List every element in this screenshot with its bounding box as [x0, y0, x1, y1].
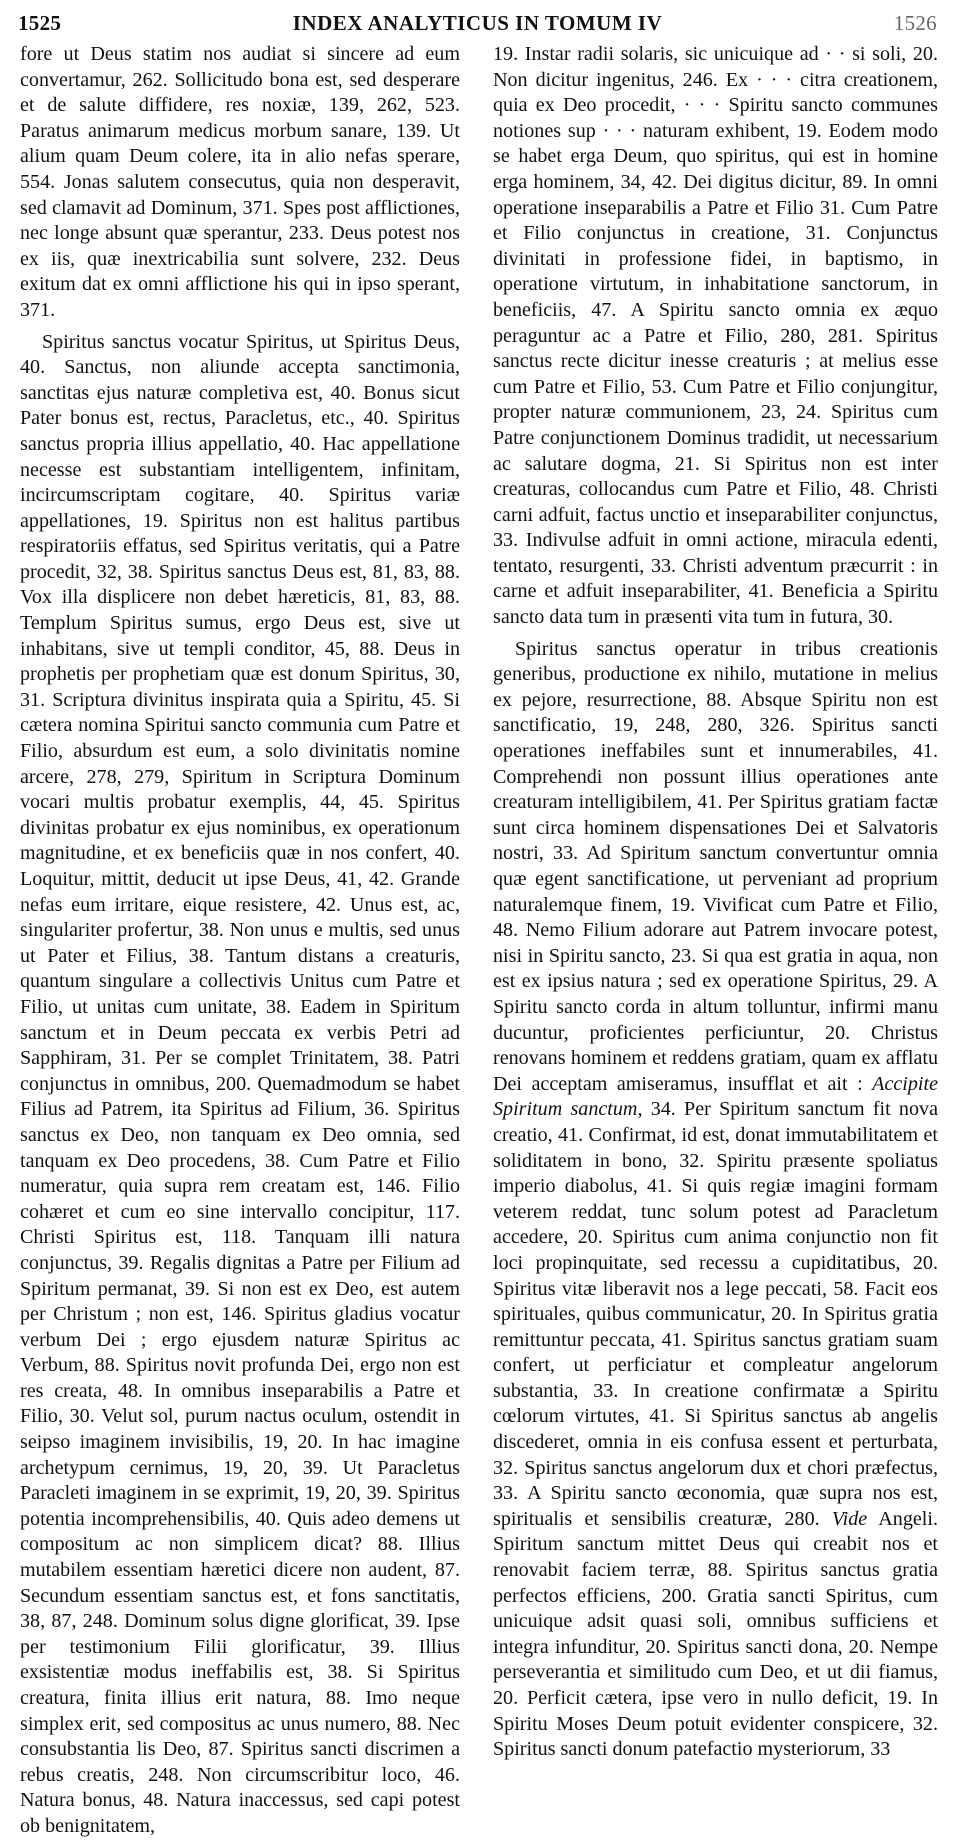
text-run: Angeli. Spiritum sanctum mittet Deus qui creabit nos et renovabit faciem terræ, 88. Spiritus sanctus gratia perfectos efficiens, 200. Gratia sancti Spiritus, cum unicuique adsit quasi soli, omnibus sufficiens et integra infunditur, 20. Spiritus sancti dona, 20. Nempe perseverantia et similitudo cum Deo, et ut dii fiamus, 20. Perficit cætera, ipse vero in nullo deficit, 19. In Spiritu Moses Deum potuit evidenter conspicere, 32. Spiritus sancti donum patefactio mysteriorum, 33: [493, 1507, 938, 1761]
page-number-left: 1525: [18, 10, 62, 35]
paragraph-spiritus-operatur: [493, 637, 938, 1763]
quotation-italic: Accipite Spiritum sanctum: [493, 1072, 938, 1121]
left-column: [20, 42, 460, 1840]
text-run: Spiritus sanctus operatur in tribus creationis generibus, productione ex nihilo, mutatione in melius ex pejore, resurrectione, 88. Absque Spiritu non est sanctificatio, 19, 248, 280, 326. Spiritus sancti operationes ineffabiles sunt et innumerabiles, 41. Comprehendi non possunt illius operationes ante creaturam intelligibilem, 41. Per Spiritus gratiam factæ sunt circa hominem dispensationes Dei et Salvatoris nostri, 33. Ad Spiritum sanctum convertuntur omnia quæ egent sanctificatione, ut perveniant ad proprium naturalemque finem, 19. Vivificat cum Patre et Filio, 48. Nemo Filium adorare aut Patrem invocare potest, nisi in Spiritu sancto, 23. Si qua est gratia in aqua, non est ex ipsius natura ; sed ex operatione Spiritus, 29. A Spiritu sancto corda in altum tolluntur, infirmi manu ducuntur, proficientes perficiuntur, 20. Christus renovans hominem et reddens gratiam, quam ex afflatu Dei acceptam amiseramus, insufflat et ait :: [493, 637, 938, 1095]
text-run: , 34. Per Spiritum sanctum fit nova creatio, 41. Confirmat, id est, donat immutabilitatem et soliditatem in bono, 32. Spiritu præsente spoliatus imperio diabolus, 41. Si quis regiæ imagini formam veterem reddat, tunc solum potest ad Paracletum accedere, 20. Spiritus cum anima conjunctio non fit loci propinquitate, sed recessu a cupiditatibus, 20. Spiritus vitæ liberavit nos a lege peccati, 58. Facit eos spirituales, quibus communicatur, 20. In Spiritus gratia remittuntur peccata, 41. Spiritus sanctus gratiam suam confert, ut perficiatur et compleatur angelorum substantia, 33. In creatione confirmatæ a Spiritu cœlorum virtutes, 41. Si Spiritus sanctus ab angelis discederet, omnia in eis confusa essent et perturbata, 32. Spiritus sanctus angelorum dux et chori præfectus, 33. A Spiritu sancto œconomia, quæ supra nos est, spiritualis et sensibilis creaturæ, 280.: [493, 1098, 938, 1530]
page-title: INDEX ANALYTICUS IN TOMUM IV: [292, 10, 663, 35]
page-number-right: 1526: [893, 10, 937, 35]
paragraph-spes-continued: fore ut Deus statim nos audiat si sincere ad eum convertamur, 262. Sollicitudo bona est, sed desperare et de salute diffidere, res noxiæ, 139, 262, 523. Paratus animarum medicus morbum sanare, 139. Ut alium quam Deum colere, ita in alio nefas sperare, 554. Jonas salutem consecutus, quia non desperavit, sed clamavit ad Dominum, 371. Spes post afflictiones, nec longe absunt quæ sperantur, 233. Deus potest nos ex iis, quæ inextricabilia sunt solvere, 232. Deus exitum dat ex omni afflictione his qui in ipso sperant, 371.: [20, 43, 460, 321]
right-column: [493, 42, 938, 1763]
paragraph-spiritus-sanctus: Spiritus sanctus vocatur Spiritus, ut Spiritus Deus, 40. Sanctus, non aliunde accepta sanctimonia, sanctitas ejus naturæ completiva est, 40. Bonus sicut Pater bonus est, rectus, Paracletus, etc., 40. Spiritus sanctus propria illius appellatio, 40. Hac appellatione necesse est substantiam intelligentem, infinitam, incircumscriptam cogitare, 40. Spiritus variæ appellationes, 19. Spiritus non est halitus partibus respiratoriis effatus, sed Spiritus veritatis, qui a Patre procedit, 32, 38. Spiritus sanctus Deus est, 81, 83, 88. Vox illa displicere non debet hæreticis, 81, 83, 88. Templum Spiritus sumus, ergo Deus est, sive ut inhabitans, sive ut templi conditor, 45, 88. Deus in prophetis per prophetiam quæ est donum Spiritus, 30, 31. Scriptura divinitus inspirata quia a Spiritu, 45. Si cætera nomina Spiritui sancto communia cum Patre et Filio, absurdum est eum, a solo divinitatis nomine arcere, 278, 279, Spiritum in Scriptura Dominum vocari multis probatur exemplis, 44, 45. Spiritus divinitas probatur ex ejus nominibus, ex operationum magnitudine, et ex beneficiis quæ in nos confert, 40. Loquitur, mittit, deducit ut ipse Deus, 41, 42. Grande nefas eum irritare, eique resistere, 42. Unus est, ac, singulariter profertur, 38. Non unus e multis, sed unus ut Pater et Filius, 38. Tantum distans a creaturis, quantum singulare a collectivis Unitus cum Patre et Filio, ut unitas cum unitate, 38. Eadem in Spiritum sanctum et in Deum peccata ex verbis Petri ad Sapphiram, 31. Per se complet Trinitatem, 38. Patri conjunctus in omnibus, 200. Quemadmodum se habet Filius ad Patrem, ita Spiritus ad Filium, 36. Spiritus sanctus ex Deo, non tanquam ex Deo omnia, sed tanquam ex Deo procedens, 38. Cum Patre et Filio numeratur, quia supra rem creatam est, 146. Filio cohæret et cum eo sine intervallo concipitur, 117. Christi Spiritus est, 118. Tanquam illi natura conjunctus, 39. Regalis dignitas a Patre per Filium ad Spiritum permanat, 39. Si non est ex Deo, est autem per Christum ; non est, 146. Spiritus gladius vocatur verbum Dei ; ergo ejusdem naturæ Spiritus ac Verbum, 88. Spiritus novit profunda Dei, ergo non est res creata, 48. In omnibus inseparabilis a Patre et Filio, 30. Velut sol, purum nactus oculum, ostendit in seipso imaginem invisibilis, 19, 20. In hac imagine archetypum cernimus, 19, 20, 39. Ut Paracletus Paracleti imaginem in se exprimit, 19, 20, 39. Spiritus potentia incomprehensibilis, 40. Quis adeo demens ut compositum ac non simplicem dicat? 88. Illius mutabilem essentiam hæretici dicere non audent, 87. Secundum essentiam sanctus est, et fons sanctitatis, 38, 87, 248. Dominum solus digne glorificat, 39. Ipse per testimonium Filii glorificatur, 39. Illius exsistentiæ modus ineffabilis est, 38. Si Spiritus creatura, finita illius erit natura, 88. Imo neque simplex erit, sed compositus ac unus numero, 88. Nec consubstantia lis Deo, 87. Spiritus sancti discrimen a rebus creatis, 248. Non circumscribitur loco, 46. Natura bonus, 48. Natura inaccessus, sed capi potest ob benignitatem,: [20, 330, 460, 1837]
cross-reference-vide: Vide: [831, 1507, 868, 1530]
paragraph-spiritus-continued: 19. Instar radii solaris, sic unicuique ad · · si soli, 20. Non dicitur ingenitus, 246. Ex · · · citra creationem, quia ex Deo procedit, · · · Spiritu sancto communes notiones sup · · · naturam exhibent, 19. Eodem modo se habet erga Deum, quo spiritus, qui est in homine erga hominem, 34, 42. Dei digitus dicitur, 89. In omni operatione inseparabilis a Patre et Filio 31. Cum Patre et Filio conjunctus in creatione, 31. Conjunctus divinitati in professione fidei, in baptismo, in operatione virtutum, in inhabitatione sanctorum, in beneficiis, 47. A Spiritu sancto omnia ex æquo peraguntur ac a Patre et Filio, 280, 281. Spiritus sanctus recte dicitur inesse creaturis ; at melius esse cum Patre et Filio, 53. Cum Patre et Filio conjungitur, propter naturæ communionem, 23, 24. Spiritus cum Patre conjunctionem Dominus tradidit, ut necessarium ac salutare dogma, 21. Si Spiritus non est inter creaturas, collocandus cum Patre et Filio, 48. Christi carni adfuit, factus unctio et inseparabiliter conjunctus, 33. Indivulse adfuit in omni actione, miracula edenti, tentato, resurgenti, 33. Christi adventum præcurrit : in carne et adfuit inseparabiliter, 41. Beneficia a Spiritu sancto data tum in præsenti vita tum in futura, 30.: [493, 43, 938, 629]
page-header: [18, 10, 937, 36]
